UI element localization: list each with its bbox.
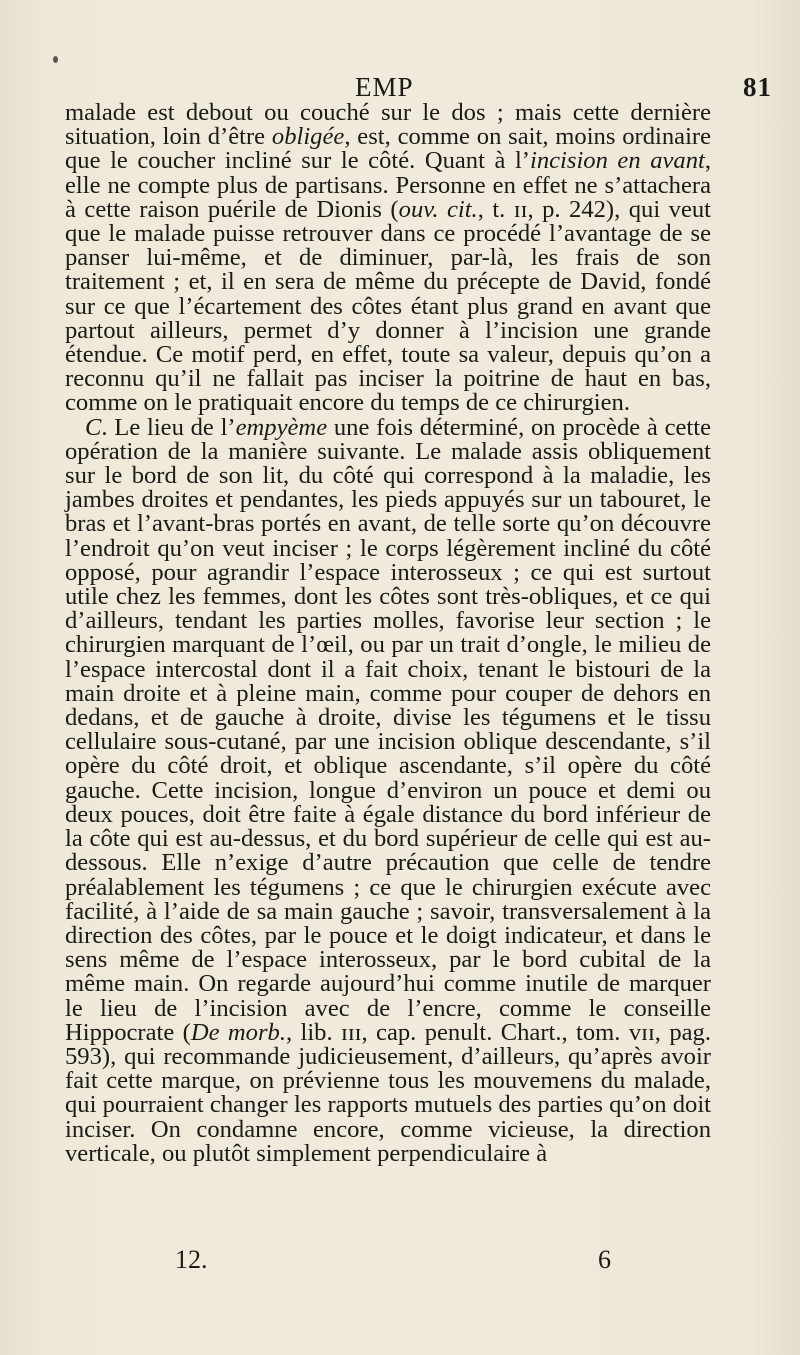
- italic-run: C: [85, 413, 102, 441]
- running-head: EMP: [355, 72, 414, 102]
- text-run: , est, comme on sait, moins ordinaire que le coucher incliné sur le côté. Quant à l’: [65, 123, 712, 175]
- body-text: [65, 101, 711, 1166]
- text-run: , elle ne compte plus de partisans. Personne en effet ne s’attachera à cette raison puérile de Dionis (: [65, 147, 711, 223]
- text-run: une fois déterminé, on procède à cette opération de la manière suivante. Le malade assis obliquement sur le bord de son lit, du côté qui correspond à la maladie, les jambes droites et pendantes, les pieds appuyés sur un tabouret, le bras et l’avant-bras portés en avant, de telle sorte qu’on découvre l’endroit qu’on veut inciser ; le corps légèrement incliné du côté opposé, pour agrandir l’espace interosseux ; ce qui est surtout utile chez les femmes, dont les côtes sont très-obliques, et ce qui d’ailleurs, tendant les parties molles, favorise leur section ; le chirurgien marquant de l’œil, ou par un trait d’ongle, le milieu de l’espace intercostal dont il a fait choix, tenant le bistouri de la main droite et à pleine main, comme pour couper de dehors en dedans, et de gauche à droite, divise les tégumens et le tissu cellulaire sous-cutané, par une incision oblique descendante, s’il opère du côté droit, et oblique ascendante, s’il opère du côté gauche. Cette incision, longue d’environ un pouce et demi ou deux pouces, doit être faite à égale distance du bord inférieur de la côte qui est au-dessus, et du bord supérieur de celle qui est au-dessous. Elle n’exige d’autre précaution que celle de tendre préalablement les tégumens ; ce que le chirurgien exécute avec facilité, à l’aide de sa main gauche ; savoir, transversalement à la direction des côtes, par le pouce et le doigt indicateur, et dans le sens même de l’espace interosseux, par le bord cubital de la même main. On regarde aujourd’hui comme inutile de marquer le lieu de l’incision avec de l’encre, comme le conseille Hippocrate (: [65, 413, 712, 1046]
- page-footer: [0, 1237, 800, 1277]
- italic-run: incision en avant: [530, 147, 705, 175]
- paragraph-2: [65, 413, 712, 1167]
- italic-run: ouv. cit.: [398, 195, 478, 223]
- italic-run: De morb.: [190, 1018, 286, 1046]
- paragraph-1: [65, 101, 711, 416]
- page-number: 81: [743, 72, 772, 102]
- text-run: malade est debout ou couché sur le dos ; mais cette dernière situation, loin d’être: [65, 99, 711, 151]
- gathering-mark: 6: [598, 1245, 611, 1274]
- italic-run: empyème: [235, 413, 328, 441]
- text-run: , lib. ɪɪɪ, cap. penult. Chart., tom. ᴠɪɪ, pag. 593), qui recommande judicieusement, d’ailleurs, qu’après avoir fait cette marque, on prévienne tous les mouvemens du malade, qui pourraient changer les rapports mutuels des parties qu’on doit inciser. On condamne encore, comme vicieuse, la direction verticale, ou plutôt simplement perpendiculaire à: [65, 1018, 712, 1167]
- signature-mark: 12.: [175, 1245, 208, 1274]
- text-run: , t. ɪɪ, p. 242), qui veut que le malade puisse retrouver dans ce procédé l’avantage de se panser lui-même, et de diminuer, par-là, les frais de son traitement ; et, il en sera de même du précepte de David, fondé sur ce que l’écartement des côtes étant plus grand en avant que partout ailleurs, permet d’y donner à l’incision une grande étendue. Ce motif perd, en effet, toute sa valeur, depuis qu’on a reconnu qu’il ne fallait pas inciser la poitrine de haut en bas, comme on le pratiquait encore du temps de ce chirurgien.: [65, 195, 712, 417]
- text-run: . Le lieu de l’: [101, 413, 236, 441]
- italic-run: obligée: [271, 123, 345, 151]
- page-header: [0, 62, 800, 102]
